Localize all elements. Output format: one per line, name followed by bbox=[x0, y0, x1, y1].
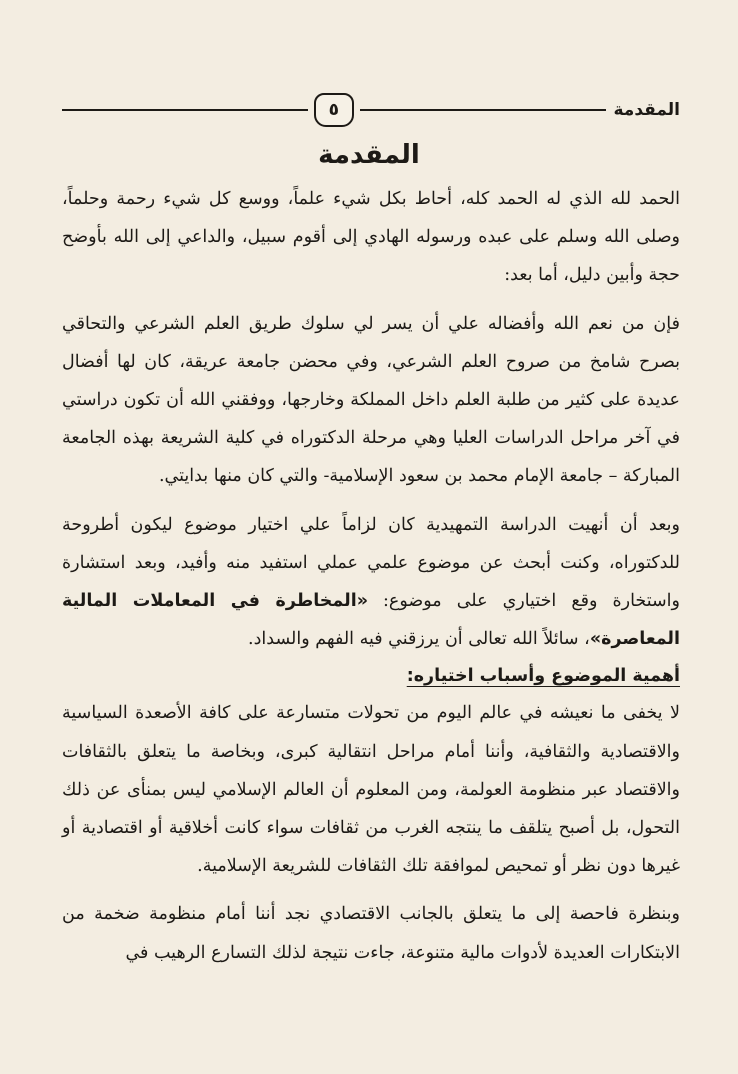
running-header bbox=[62, 92, 680, 128]
paragraph-topic-choice bbox=[62, 506, 680, 659]
running-title: المقدمة bbox=[613, 100, 680, 120]
topic-choice-text: وبعد أن أنهيت الدراسة التمهيدية كان لزاماً علي اختيار موضوع ليكون أطروحة للدكتوراه، وكنت أبحث عن موضوع علمي عملي استفيد منه وأفيد، وبعد استشارة واستخارة وقع اختياري على موضوع: bbox=[62, 514, 680, 612]
paragraph-importance: لا يخفى ما نعيشه في عالم اليوم من تحولات متسارعة على كافة الأصعدة السياسية والاقتصادية والثقافية، وأننا أمام مراحل انتقالية كبرى، وبخاصة ما يتعلق بالثقافات والاقتصاد عبر منظومة العولمة، ومن المعلوم أن العالم الإسلامي ليس بمنأى عن ذلك التحول، بل أصبح يتلقف ما ينتجه الغرب من ثقافات سواء كانت أخلاقية أو اقتصادية أو غيرها دون نظر أو تمحيص لموافقة تلك الثقافات للشريعة الإسلامية. bbox=[62, 703, 680, 877]
chapter-title: المقدمة bbox=[318, 140, 420, 170]
section-heading: أهمية الموضوع وأسباب اختياره: bbox=[406, 666, 680, 687]
paragraph-blessings: فإن من نعم الله وأفضاله علي أن يسر لي سلوك طريق العلم الشرعي والتحاقي بصرح شامخ من صروح العلم الشرعي، وفي محضن جامعة عريقة، كان لها أفضال عديدة على كثير من طلبة العلم داخل المملكة وخارجها، ووفقني الله أن تكون دراستي في آخر مراحل الدراسات العليا وهي مرحلة الدكتوراه في كلية الشريعة بهذه الجامعة المباركة – جامعة الإمام محمد بن سعود الإسلامية- والتي كان منها بدايتي. bbox=[62, 313, 680, 487]
topic-choice-closing: ، سائلاً الله تعالى أن يرزقني فيه الفهم والسداد. bbox=[248, 629, 590, 650]
header-rule-left bbox=[62, 109, 308, 111]
thesis-title: «المخاطرة في المعاملات المالية المعاصرة» bbox=[62, 591, 680, 650]
paragraph-economic: وبنظرة فاحصة إلى ما يتعلق بالجانب الاقتصادي نجد أننا أمام منظومة ضخمة من الابتكارات العديدة لأدوات مالية متنوعة، جاءت نتيجة لذلك التسارع الرهيب في bbox=[62, 904, 680, 963]
body-text bbox=[62, 180, 680, 972]
header-rule-right bbox=[360, 109, 606, 111]
page-number: ٥ bbox=[314, 93, 354, 127]
paragraph-opening: الحمد لله الذي له الحمد كله، أحاط بكل شيء علماً، ووسع كل شيء رحمة وحلماً، وصلى الله وسلم على عبده ورسوله الهادي إلى أقوم سبيل، والداعي إلى الله بأوضح حجة وأبين دليل، أما بعد: bbox=[62, 189, 680, 286]
